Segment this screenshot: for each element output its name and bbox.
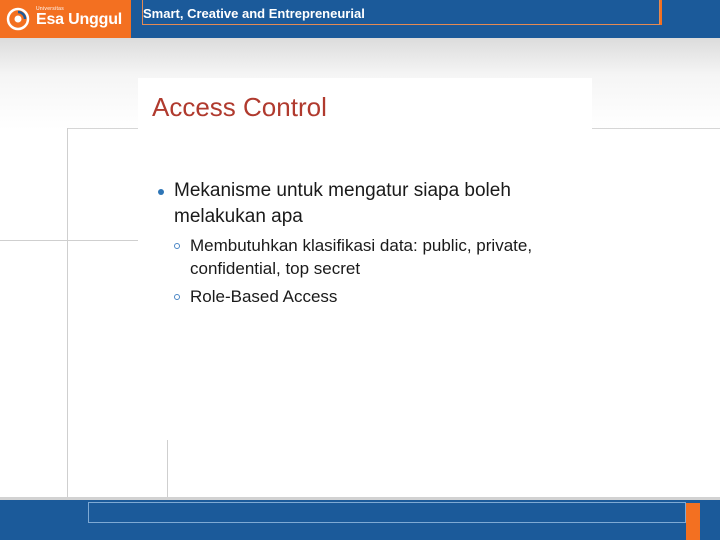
sub-bullet-list <box>158 234 558 308</box>
header-right-accent <box>660 0 720 25</box>
sub-bullet-item <box>174 285 558 308</box>
decorative-line <box>0 240 140 241</box>
bullet-text: Mekanisme untuk mengatur siapa boleh melakukan apa <box>174 180 511 227</box>
sub-bullet-item <box>174 234 558 280</box>
sub-bullet-text: Role-Based Access <box>190 287 338 306</box>
sub-bullet-ring-icon <box>174 294 180 300</box>
bullet-item <box>158 178 558 230</box>
decorative-line <box>67 128 68 500</box>
bullet-list <box>158 178 558 313</box>
logo-name: Esa Unggul <box>36 11 123 28</box>
footer-accent <box>686 503 700 540</box>
sub-bullet-ring-icon <box>174 243 180 249</box>
slide-title: Access Control <box>152 92 327 122</box>
logo-small-text: Universitas <box>36 6 65 12</box>
tagline: Smart, Creative and Entrepreneurial <box>143 6 365 21</box>
bullet-dot-icon <box>158 189 164 195</box>
sub-bullet-text: Membutuhkan klasifikasi data: public, private, confidential, top secret <box>190 236 533 278</box>
decorative-line <box>167 440 168 500</box>
decorative-line <box>68 128 138 129</box>
footer-inset-outline <box>88 502 686 523</box>
decorative-line <box>592 128 720 129</box>
university-logo-icon <box>6 7 30 31</box>
logo-block <box>0 0 131 38</box>
